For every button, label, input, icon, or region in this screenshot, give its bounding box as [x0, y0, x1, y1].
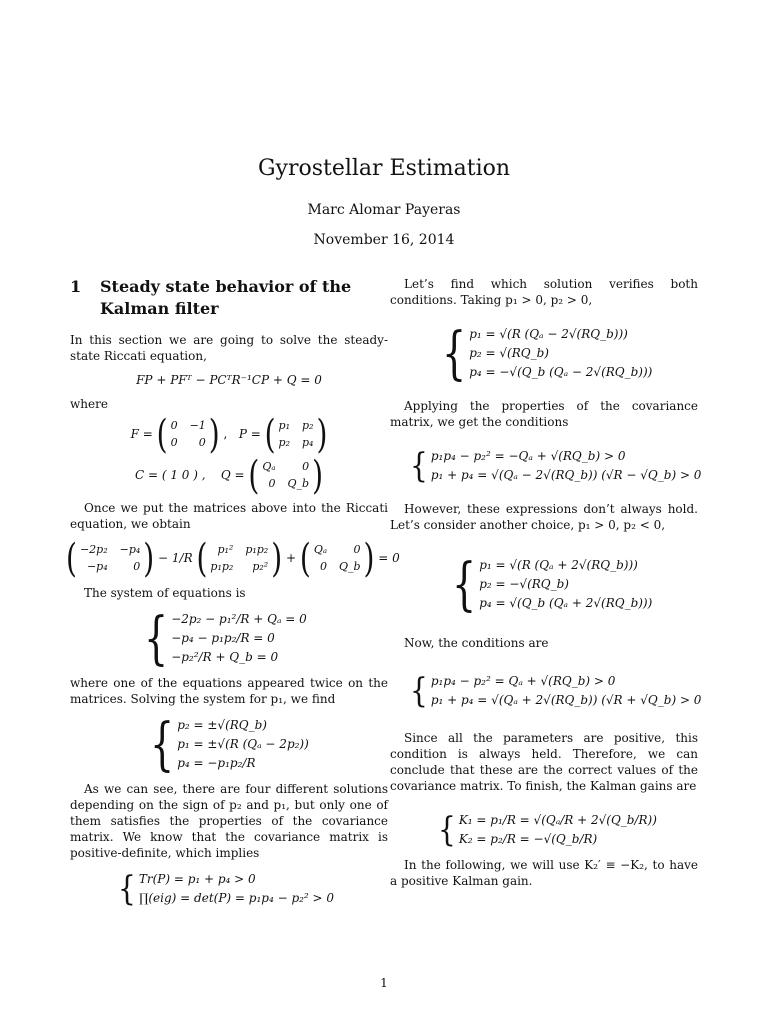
section-title: Steady state behavior of the Kalman filter [100, 277, 352, 318]
equation-system: { p₁p₄ − p₂² = Qₐ + √(RQ_b) > 0 p₁ + p₄ = √(Qₐ + 2√(RQ_b)) (√R + √Q_b) > 0 [410, 670, 702, 710]
matrix-A: ( −2p₂ −p₄ −p₄ 0 ) [66, 534, 155, 581]
matrix-cell: 0 [319, 560, 327, 573]
matrix-row-C-Q [70, 451, 388, 498]
equation-line: p₁ = √(R (Qₐ − 2√(RQ_b))) [469, 327, 628, 341]
matrix-cell: Q_b [287, 477, 310, 490]
equation-line: p₄ = √(Q_b (Qₐ + 2√(RQ_b))) [479, 596, 653, 610]
matrix-F: ( 0 −1 0 0 ) [156, 410, 220, 457]
paragraph: where [70, 397, 108, 411]
matrix-cell: 0 [353, 543, 361, 556]
equation-system: { K₁ = p₁/R = √(Qₐ/R + 2√(Q_b/R)) K₂ = p₂/R = −√(Q_b/R) [438, 809, 657, 849]
equation-line: ∏(eig) = det(P) = p₁p₄ − p₂² > 0 [138, 891, 335, 905]
matrix-Q2: ( Qₐ 0 0 Q_b ) [299, 534, 375, 581]
matrix-operator: = 0 [378, 551, 400, 565]
matrix-cell: 0 [198, 436, 206, 449]
matrix-cell: 0 [268, 477, 276, 490]
matrix-B: ( p₁² p₁p₂ p₁p₂ p₂² ) [196, 534, 283, 581]
matrix-label: Q = [220, 468, 245, 482]
equation-line: −p₄ − p₁p₂/R = 0 [171, 631, 275, 645]
matrix-cell: Qₐ [262, 460, 276, 473]
matrix-cell: Q_b [338, 560, 361, 573]
matrix-cell: p₂ [302, 419, 314, 432]
matrix-label: F = [130, 427, 153, 441]
equation-line: Tr(P) = p₁ + p₄ > 0 [138, 872, 256, 886]
equation-line: p₄ = −p₁p₂/R [177, 756, 256, 770]
equation-system: { Tr(P) = p₁ + p₄ > 0 ∏(eig) = det(P) = p₁p₄ − p₂² > 0 [118, 868, 335, 908]
equation-system: { −2p₂ − p₁²/R + Qₐ = 0 −p₄ − p₁p₂/R = 0 −p₂²/R + Q_b = 0 [144, 605, 307, 671]
riccati-equation: FP + PFᵀ − PCᵀR⁻¹CP + Q = 0 [136, 373, 322, 387]
paper-title: Gyrostellar Estimation [257, 156, 511, 181]
matrix-cell: −p₄ [119, 543, 141, 556]
equation-line: p₁ + p₄ = √(Qₐ + 2√(RQ_b)) (√R + √Q_b) > 0 [430, 693, 702, 707]
paragraph: In the following, we will use K₂′ ≡ −K₂, to have a positive Kalman gain. [390, 858, 698, 888]
equation-line: p₂ = √(RQ_b) [469, 346, 549, 360]
equation-line: p₁p₄ − p₂² = Qₐ + √(RQ_b) > 0 [430, 674, 616, 688]
equation-system: { p₁p₄ − p₂² = −Qₐ + √(RQ_b) > 0 p₁ + p₄ = √(Qₐ − 2√(RQ_b)) (√R − √Q_b) > 0 [410, 445, 702, 485]
left-column [66, 276, 400, 916]
paragraph: The system of equations is [84, 586, 246, 600]
paragraph: Now, the conditions are [404, 636, 549, 650]
equation-line: p₂ = −√(RQ_b) [479, 577, 569, 591]
matrix-cell: Qₐ [313, 543, 327, 556]
equation-line: p₁p₄ − p₂² = −Qₐ + √(RQ_b) > 0 [430, 449, 626, 463]
equation-line: p₄ = −√(Q_b (Qₐ − 2√(RQ_b))) [469, 365, 653, 379]
equation-system: { p₂ = ±√(RQ_b) p₁ = ±√(R (Qₐ − 2p₂)) p₄ = −p₁p₂/R [150, 711, 309, 777]
section-heading [70, 276, 388, 320]
matrix-cell: p₄ [302, 436, 314, 449]
equation-line: −p₂²/R + Q_b = 0 [171, 650, 279, 664]
matrix-cell: p₁p₂ [210, 560, 234, 573]
paragraph: As we can see, there are four different solutions depending on the sign of p₂ and p₁, but only one of them satisfies the properties of the covariance matrix. We know that the covariance matrix is positive-definite, which implies [70, 782, 388, 860]
matrix-Q: ( Qₐ 0 0 Q_b ) [248, 451, 323, 498]
equation-system: { p₁ = √(R (Qₐ + 2√(RQ_b))) p₂ = −√(RQ_b) p₄ = √(Q_b (Qₐ + 2√(RQ_b))) [452, 551, 653, 617]
matrix-cell: −2p₂ [79, 543, 108, 556]
paper-author: Marc Alomar Payeras [307, 202, 461, 218]
paragraph: Applying the properties of the covariance matrix, we get the conditions [390, 399, 698, 429]
page-number: 1 [380, 976, 388, 990]
equation-line: p₂ = ±√(RQ_b) [177, 718, 267, 732]
matrix-row-F-P: F = ( 0 −1 0 0 ) , P = ( p₁ p₂ p₂ p₄ ) [130, 410, 328, 457]
matrix-cell: p₂ [278, 436, 290, 449]
section-number: 1 [70, 277, 82, 296]
paragraph: where one of the equations appeared twice on the matrices. Solving the system for p₁, we find [70, 676, 388, 706]
paragraph: In this section we are going to solve the steady-state Riccati equation, [70, 333, 388, 363]
matrix-cell: 0 [133, 560, 141, 573]
matrix-cell: 0 [170, 419, 178, 432]
equation-line: −2p₂ − p₁²/R + Qₐ = 0 [171, 612, 307, 626]
matrix-cell: p₁² [217, 543, 234, 556]
matrix-cell: p₁p₂ [245, 543, 269, 556]
matrix-cell: 0 [170, 436, 178, 449]
paragraph: However, these expressions don’t always hold. Let’s consider another choice, p₁ > 0, p₂ < 0, [390, 502, 698, 532]
paragraph: Let’s find which solution verifies both conditions. Taking p₁ > 0, p₂ > 0, [390, 277, 698, 307]
equation-line: p₁ = √(R (Qₐ + 2√(RQ_b))) [479, 558, 638, 572]
matrix-P: ( p₁ p₂ p₂ p₄ ) [264, 410, 328, 457]
matrix-cell: −1 [189, 419, 206, 432]
matrix-label: C = ( 1 0 ) , [134, 468, 206, 482]
equation-line: p₁ = ±√(R (Qₐ − 2p₂)) [177, 737, 309, 751]
paragraph: Since all the parameters are positive, this condition is always held. Therefore, we can conclude that these are the correct values of the covariance matrix. To finish, the Kalman gains are [390, 731, 698, 793]
equation-line: p₁ + p₄ = √(Qₐ − 2√(RQ_b)) (√R − √Q_b) > 0 [430, 468, 702, 482]
paragraph: Once we put the matrices above into the Riccati equation, we obtain [70, 501, 388, 531]
equation-line: K₂ = p₂/R = −√(Q_b/R) [458, 832, 598, 846]
matrix-cell: p₂² [252, 560, 269, 573]
matrix-cell: p₁ [278, 419, 290, 432]
matrix-cell: −p₄ [86, 560, 108, 573]
matrix-operator: − 1/R [158, 551, 193, 565]
right-column [390, 276, 702, 889]
equation-system: { p₁ = √(R (Qₐ − 2√(RQ_b))) p₂ = √(RQ_b) p₄ = −√(Q_b (Qₐ − 2√(RQ_b))) [442, 320, 653, 386]
matrix-cell: 0 [302, 460, 310, 473]
paper-date: November 16, 2014 [313, 232, 455, 248]
matrix-riccati-expanded: ( −2p₂ −p₄ −p₄ 0 ) − 1/R ( p₁² p₁p₂ p₁p₂ p₂² ) + ( Qₐ 0 0 Q_b ) = 0 [66, 534, 400, 581]
matrix-label: P = [238, 427, 261, 441]
equation-line: K₁ = p₁/R = √(Qₐ/R + 2√(Q_b/R)) [458, 813, 657, 827]
